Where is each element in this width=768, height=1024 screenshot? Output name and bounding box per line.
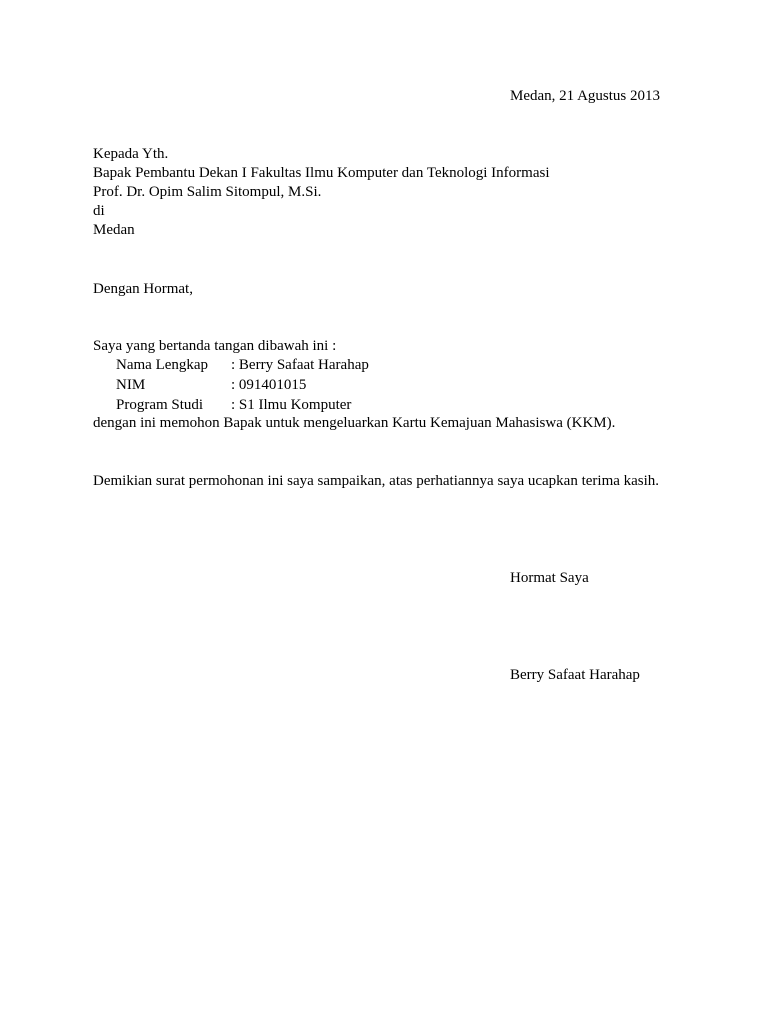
field-value-name: : Berry Safaat Harahap [231, 357, 369, 373]
closing-text: Demikian surat permohonan ini saya sampaikan, atas perhatiannya saya ucapkan terima kasih. [93, 473, 660, 489]
sign-off: Hormat Saya [510, 570, 589, 586]
request-text: dengan ini memohon Bapak untuk mengeluarkan Kartu Kemajuan Mahasiswa (KKM). [93, 415, 616, 431]
intro-text: Saya yang bertanda tangan dibawah ini : [93, 338, 337, 354]
field-value-program: : S1 Ilmu Komputer [231, 397, 352, 413]
signer-name: Berry Safaat Harahap [510, 667, 640, 683]
recipient-position: Bapak Pembantu Dekan I Fakultas Ilmu Komputer dan Teknologi Informasi [93, 165, 550, 181]
letter-date: Medan, 21 Agustus 2013 [510, 88, 660, 104]
field-label-program: Program Studi [116, 397, 204, 413]
greeting: Dengan Hormat, [93, 281, 193, 297]
recipient-salutation: Kepada Yth. [93, 146, 169, 162]
recipient-city: Medan [93, 222, 135, 238]
recipient-name: Prof. Dr. Opim Salim Sitompul, M.Si. [93, 184, 322, 200]
field-label-nim: NIM [116, 377, 146, 393]
recipient-preposition: di [93, 203, 105, 219]
field-value-nim: : 091401015 [231, 377, 307, 393]
field-label-name: Nama Lengkap [116, 357, 209, 373]
